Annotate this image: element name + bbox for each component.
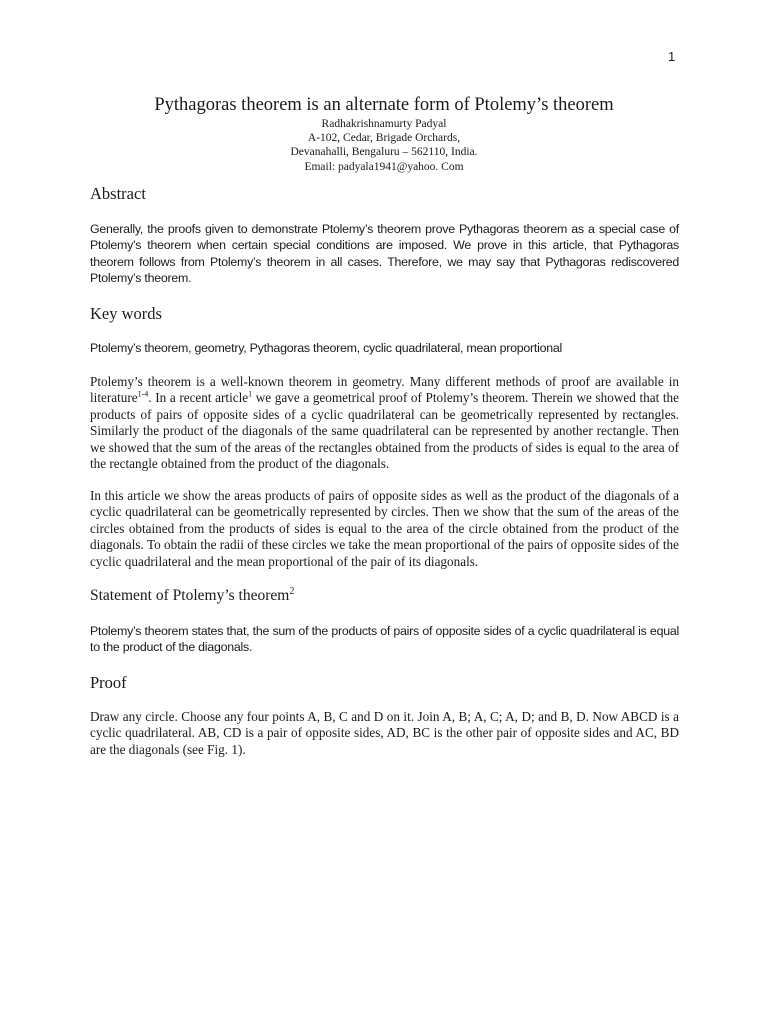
keywords-heading: Key words [90,304,162,323]
abstract-heading: Abstract [90,184,146,203]
statement-heading-text: Statement of Ptolemy’s theorem [90,587,290,604]
page-number: 1 [668,49,676,64]
proof-heading: Proof [90,673,127,692]
statement-heading-superscript: 2 [289,585,295,597]
intro-paragraph-2: In this article we show the areas products of pairs of opposite sides as well as the product of the diagonals of a cyclic quadrilateral can be geometrically represented by circles. Then we show that the sum of the areas of the circles obtained from the products of sides is equal to the area of the circle obtained from the product of the diagonals. To obtain the radii of these circles we take the mean proportional of the pairs of opposite sides of the cyclic quadrilateral and the mean proportional of the pair of its diagonals. [90,488,679,569]
proof-text: Draw any circle. Choose any four points A, B, C and D on it. Join A, B; A, C; A, D; and B, D. Now ABCD is a cyclic quadrilateral. AB, CD is a pair of opposite sides, AD, BC is the other pair of opposite sides and AC, BD are the diagonals (see Fig. 1). [90,709,679,757]
statement-heading [90,586,294,606]
author-email: Email: padyala1941@yahoo. Com [304,160,464,173]
citation-superscript: 1-4 [137,390,149,400]
author-block [0,117,768,174]
intro-p1-text-c: we gave a geometrical proof of Ptolemy’s theorem. Therein we showed that the products of pairs of opposite sides of a cyclic quadrilateral can be geometrically represented by rectangles. Similarly the product of the diagonals of the same quadrilateral can be represented by another rectangle. Then we showed that the sum of the areas of the rectangles obtained from the products of sides is equal to the area of the rectangle obtained from the product of the diagonals. [90,390,679,472]
statement-text: Ptolemy’s theorem states that, the sum of the products of pairs of opposite sides of a cyclic quadrilateral is equal to the product of the diagonals. [90,624,679,655]
abstract-text: Generally, the proofs given to demonstrate Ptolemy’s theorem prove Pythagoras theorem as a special case of Ptolemy’s theorem when certain special conditions are imposed. We prove in this article, that Pythagoras theorem follows from Ptolemy’s theorem in all cases. Therefore, we may say that Pythagoras rediscovered Ptolemy’s theorem. [90,222,679,286]
author-address-line2: Devanahalli, Bengaluru – 562110, India. [290,146,478,159]
intro-p1-text-a: Ptolemy’s theorem is a well-known theorem in geometry. Many different methods of proof are available in literature [90,374,679,406]
intro-p1-text-b: . In a recent article [148,390,249,406]
author-address-line1: A-102, Cedar, Brigade Orchards, [307,132,461,145]
intro-paragraph-1 [90,374,679,472]
paper-title: Pythagoras theorem is an alternate form of Ptolemy’s theorem [154,95,614,115]
author-name: Radhakrishnamurty Padyal [321,118,447,130]
citation-superscript: 1 [248,390,253,400]
keywords-text: Ptolemy’s theorem, geometry, Pythagoras theorem, cyclic quadrilateral, mean proportional [90,341,563,355]
